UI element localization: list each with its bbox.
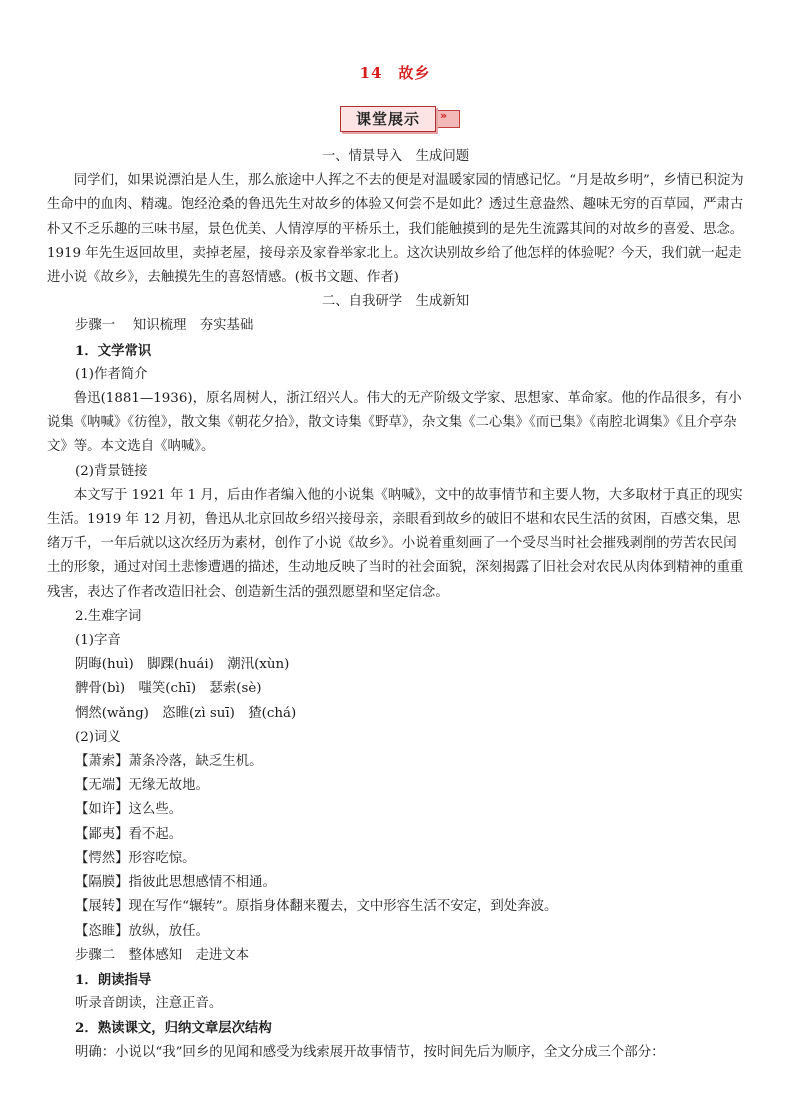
double-arrow-icon: » bbox=[440, 109, 448, 122]
author-intro-heading: (1)作者简介 bbox=[75, 366, 148, 382]
meaning-entry: 【隔膜】指彼此思想感情不相通。 bbox=[75, 875, 276, 891]
meaning-heading: (2)词义 bbox=[75, 729, 121, 745]
meaning-entry: 【恣睢】放纵，放任。 bbox=[75, 923, 209, 939]
banner-label: 课堂展示 bbox=[340, 106, 436, 132]
pronunciation-line: 髀骨(bì) 嗤笑(chī) 瑟索(sè) bbox=[75, 681, 262, 697]
meaning-entry: 【如许】这么些。 bbox=[75, 802, 183, 818]
pronunciation-line: 阴晦(huì) 脚踝(huái) 潮汛(xùn) bbox=[75, 657, 290, 673]
meaning-entry: 【无端】无缘无故地。 bbox=[75, 778, 209, 794]
section-heading-self-study: 二、自我研学 生成新知 bbox=[321, 294, 470, 310]
section-heading-intro: 一、情景导入 生成问题 bbox=[321, 149, 470, 164]
lesson-title: 14 故乡 bbox=[359, 64, 431, 82]
pronunciation-line: 惘然(wǎng) 恣睢(zì suī) 猹(chá) bbox=[75, 705, 297, 721]
pronunciation-heading: (1)字音 bbox=[75, 633, 121, 649]
meaning-entry: 【展转】现在写作“辗转”。原指身体翻来覆去，文中形容生活不安定，到处奔波。 bbox=[75, 899, 558, 915]
vocabulary-heading: 2.生难字词 bbox=[75, 608, 142, 624]
structure-text: 明确：小说以“我”回乡的见闻和感受为线索展开故事情节，按时间先后为顺序，全文分成三个部分： bbox=[75, 1044, 665, 1060]
intro-paragraph: 同学们，如果说漂泊是人生，那么旅途中人挥之不去的便是对温暖家园的情感记忆。“月是故乡明”，乡情已积淀为生命中的血肉、精魂。饱经沧桑的鲁迅先生对故乡的体验又何尝不是如此？透过生意盎然、趣味无穷的百草园，严肃古朴又不乏乐趣的三味书屋，景色优美、人情淳厚的平桥乐土，我们能触摸到的是先生流露其间的对故乡的喜爱、思念。1919 年先生返回故里，卖掉老屋，接母亲及家眷举家北上。这次诀别故乡给了他怎样的体验呢？今天，我们就一起走进小说《故乡》，去触摸先生的喜怒情感。(板书文题、作者) bbox=[47, 173, 744, 286]
step-two-heading: 步骤二 整体感知 走进文本 bbox=[75, 947, 250, 963]
meaning-entry: 【萧索】萧条冷落，缺乏生机。 bbox=[75, 754, 263, 770]
background-heading: (2)背景链接 bbox=[75, 463, 148, 479]
section-banner bbox=[340, 106, 462, 132]
document-body bbox=[47, 145, 744, 1065]
background-paragraph: 本文写于 1921 年 1 月，后由作者编入他的小说集《呐喊》，文中的故事情节和主要人物，大多取材于真正的现实生活。1919 年 12 月初，鲁迅从北京回故乡绍兴接母亲，亲眼看到故乡的破旧不堪和农民生活的贫困，百感交集，思绪万千，一年后就以这次经历为素材，创作了小说《故乡》。小说着重刻画了一个受尽当时社会摧残剥削的劳苦农民闰土的形象，通过对闰土悲惨遭遇的描述，生动地反映了当时的社会面貌，深刻揭露了旧社会对农民从肉体到精神的重重残害，表达了作者改造旧社会、创造新生活的强烈愿望和坚定信念。 bbox=[47, 487, 744, 600]
author-intro-paragraph: 鲁迅(1881—1936)，原名周树人，浙江绍兴人。伟大的无产阶级文学家、思想家、革命家。他的作品很多，有小说集《呐喊》《彷徨》，散文集《朝花夕拾》，散文诗集《野草》，杂文集《二心集》《而已集》《南腔北调集》《且介亭杂文》等。本文选自《呐喊》。 bbox=[47, 391, 742, 455]
literary-knowledge-heading: 1．文学常识 bbox=[75, 342, 152, 359]
meaning-entry: 【愕然】形容吃惊。 bbox=[75, 850, 196, 866]
step-one-heading: 步骤一 知识梳理 夯实基础 bbox=[75, 318, 254, 334]
structure-heading: 2．熟读课文，归纳文章层次结构 bbox=[75, 1020, 272, 1037]
reading-guide-heading: 1．朗读指导 bbox=[75, 971, 152, 988]
reading-guide-text: 听录音朗读，注意正音。 bbox=[75, 996, 223, 1012]
meaning-entry: 【鄙夷】看不起。 bbox=[75, 826, 183, 842]
